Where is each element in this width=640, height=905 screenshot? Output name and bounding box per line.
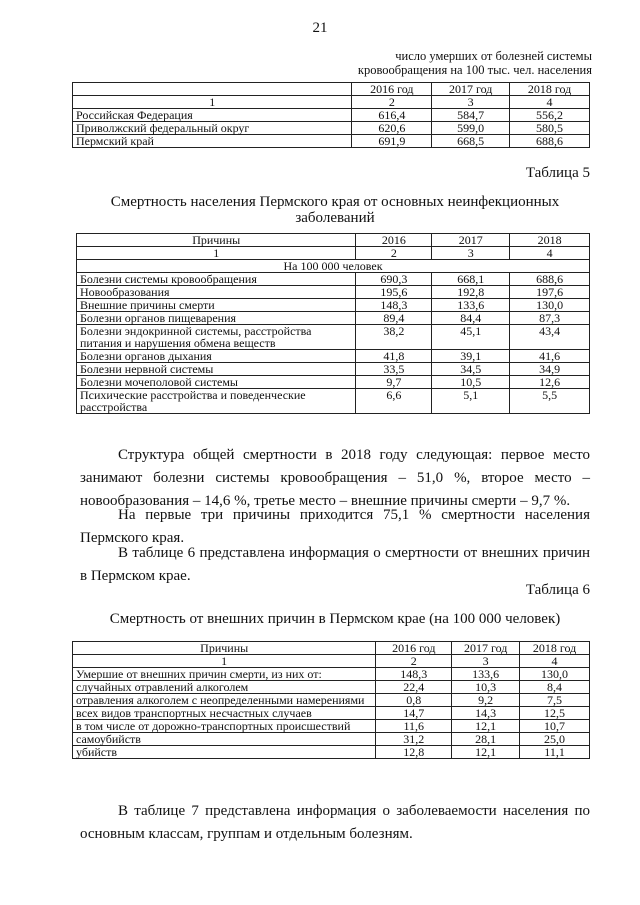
table6	[72, 641, 590, 759]
row-value: 690,3	[356, 273, 432, 286]
column-header: 2016 год	[352, 83, 432, 96]
row-value: 599,0	[432, 122, 510, 135]
table5-title-line2: заболеваний	[295, 210, 375, 226]
paragraph-table6-intro: В таблице 6 представлена информация о смертности от внешних причин в Пермском крае.	[80, 545, 590, 584]
table-row	[77, 350, 590, 363]
unit-subheader: На 100 000 человек	[77, 260, 590, 273]
row-value: 9,7	[356, 376, 432, 389]
row-value: 7,5	[520, 694, 590, 707]
table6-body	[73, 668, 590, 759]
table5-title	[80, 194, 590, 226]
row-label: Болезни нервной системы	[77, 363, 356, 376]
table5	[76, 233, 590, 414]
column-header: 2017 год	[432, 83, 510, 96]
row-value: 10,5	[432, 376, 510, 389]
row-label: в том числе от дорожно-транспортных происшествий	[73, 720, 376, 733]
row-label: Болезни эндокринной системы, расстройства питания и нарушения обмена веществ	[77, 325, 356, 350]
column-header: 2016 год	[376, 642, 452, 655]
column-index-row	[77, 247, 590, 260]
row-value: 148,3	[356, 299, 432, 312]
table-row	[77, 286, 590, 299]
table-row	[77, 312, 590, 325]
row-label: Приволжский федеральный округ	[73, 122, 352, 135]
row-value: 556,2	[510, 109, 590, 122]
table-row	[73, 720, 590, 733]
column-index: 3	[432, 247, 510, 260]
header-row	[73, 83, 590, 96]
table-row	[73, 707, 590, 720]
column-header: Причины	[77, 234, 356, 247]
column-index: 4	[510, 247, 590, 260]
row-value: 10,7	[520, 720, 590, 733]
row-value: 28,1	[452, 733, 520, 746]
row-value: 41,6	[510, 350, 590, 363]
column-index: 1	[73, 96, 352, 109]
row-label: случайных отравлений алкоголем	[73, 681, 376, 694]
row-value: 620,6	[352, 122, 432, 135]
table-row	[73, 694, 590, 707]
row-value: 14,7	[376, 707, 452, 720]
table-row	[77, 273, 590, 286]
column-header: 2017 год	[452, 642, 520, 655]
table-row	[73, 109, 590, 122]
row-value: 45,1	[432, 325, 510, 350]
paragraph-top-three: На первые три причины приходится 75,1 % смертности населения Пермского края.	[80, 507, 590, 546]
header-row	[73, 642, 590, 655]
row-value: 584,7	[432, 109, 510, 122]
row-label: самоубийств	[73, 733, 376, 746]
column-index: 2	[356, 247, 432, 260]
row-value: 12,1	[452, 746, 520, 759]
page-number: 21	[312, 20, 328, 36]
paragraph-structure: Структура общей смертности в 2018 году следующая: первое место занимают болезни системы кровообращения – 51,0 %, второе место – новообразования – 14,6 %, третье место – внешние причины смерти – 9,7 %.	[80, 447, 590, 509]
column-header: 2018	[510, 234, 590, 247]
table-row	[73, 681, 590, 694]
row-value: 616,4	[352, 109, 432, 122]
table5-body	[77, 260, 590, 414]
row-value: 130,0	[520, 668, 590, 681]
column-index: 2	[376, 655, 452, 668]
row-value: 668,1	[432, 273, 510, 286]
row-value: 12,6	[510, 376, 590, 389]
column-header: 2018 год	[510, 83, 590, 96]
table-row	[73, 733, 590, 746]
table-row	[77, 363, 590, 376]
row-label: Болезни органов пищеварения	[77, 312, 356, 325]
row-value: 25,0	[520, 733, 590, 746]
row-value: 691,9	[352, 135, 432, 148]
row-value: 89,4	[356, 312, 432, 325]
row-value: 9,2	[452, 694, 520, 707]
column-header: Причины	[73, 642, 376, 655]
row-value: 192,8	[432, 286, 510, 299]
column-index: 3	[432, 96, 510, 109]
table6-title: Смертность от внешних причин в Пермском крае (на 100 000 человек)	[109, 611, 561, 627]
column-index-row	[73, 655, 590, 668]
row-value: 43,4	[510, 325, 590, 350]
row-value: 6,6	[356, 389, 432, 414]
row-value: 14,3	[452, 707, 520, 720]
row-value: 133,6	[452, 668, 520, 681]
table1-body	[73, 109, 590, 148]
row-label: Новообразования	[77, 286, 356, 299]
row-value: 197,6	[510, 286, 590, 299]
row-value: 688,6	[510, 273, 590, 286]
row-label: отравления алкоголем с неопределенными намерениями	[73, 694, 376, 707]
row-label: Психические расстройства и поведенческие расстройства	[77, 389, 356, 414]
row-label: убийств	[73, 746, 376, 759]
table6-header	[73, 642, 590, 668]
row-value: 130,0	[510, 299, 590, 312]
row-value: 12,1	[452, 720, 520, 733]
column-header	[73, 83, 352, 96]
row-value: 22,4	[376, 681, 452, 694]
row-value: 11,1	[520, 746, 590, 759]
row-label: Внешние причины смерти	[77, 299, 356, 312]
row-value: 34,9	[510, 363, 590, 376]
row-value: 8,4	[520, 681, 590, 694]
table-row	[73, 135, 590, 148]
column-index: 2	[352, 96, 432, 109]
row-value: 41,8	[356, 350, 432, 363]
row-value: 0,8	[376, 694, 452, 707]
row-value: 39,1	[432, 350, 510, 363]
table-row	[73, 668, 590, 681]
column-index: 4	[510, 96, 590, 109]
row-value: 195,6	[356, 286, 432, 299]
table5-header	[77, 234, 590, 260]
row-value: 11,6	[376, 720, 452, 733]
table-row	[77, 299, 590, 312]
row-value: 87,3	[510, 312, 590, 325]
column-header: 2016	[356, 234, 432, 247]
row-value: 688,6	[510, 135, 590, 148]
row-label: Болезни мочеполовой системы	[77, 376, 356, 389]
row-label: всех видов транспортных несчастных случаев	[73, 707, 376, 720]
column-index: 1	[73, 655, 376, 668]
row-value: 84,4	[432, 312, 510, 325]
row-label: Пермский край	[73, 135, 352, 148]
row-value: 5,1	[432, 389, 510, 414]
table5-label: Таблица 5	[525, 165, 590, 181]
column-index-row	[73, 96, 590, 109]
column-index: 4	[520, 655, 590, 668]
row-value: 5,5	[510, 389, 590, 414]
table-row	[73, 122, 590, 135]
row-value: 33,5	[356, 363, 432, 376]
row-value: 12,8	[376, 746, 452, 759]
row-value: 668,5	[432, 135, 510, 148]
table1-caption-line1: число умерших от болезней системы	[395, 49, 592, 63]
row-label: Болезни органов дыхания	[77, 350, 356, 363]
row-label: Умершие от внешних причин смерти, из них от:	[73, 668, 376, 681]
table1-caption	[300, 49, 592, 77]
row-label: Российская Федерация	[73, 109, 352, 122]
table1	[72, 82, 590, 148]
row-value: 31,2	[376, 733, 452, 746]
column-header: 2018 год	[520, 642, 590, 655]
header-row	[77, 234, 590, 247]
table6-label: Таблица 6	[525, 582, 590, 598]
table-row	[77, 389, 590, 414]
paragraph-table7-intro: В таблице 7 представлена информация о заболеваемости населения по основным классам, группам и отдельным болезням.	[80, 803, 590, 842]
column-index: 3	[452, 655, 520, 668]
row-value: 133,6	[432, 299, 510, 312]
unit-row	[77, 260, 590, 273]
table1-caption-line2: кровообращения на 100 тыс. чел. населения	[357, 63, 592, 77]
column-index: 1	[77, 247, 356, 260]
table1-header	[73, 83, 590, 109]
table5-title-line1: Смертность населения Пермского края от основных неинфекционных	[110, 194, 560, 210]
table-row	[73, 746, 590, 759]
column-header: 2017	[432, 234, 510, 247]
table-row	[77, 376, 590, 389]
table-row	[77, 325, 590, 350]
row-value: 12,5	[520, 707, 590, 720]
row-value: 34,5	[432, 363, 510, 376]
row-value: 38,2	[356, 325, 432, 350]
row-value: 580,5	[510, 122, 590, 135]
row-value: 148,3	[376, 668, 452, 681]
row-value: 10,3	[452, 681, 520, 694]
row-label: Болезни системы кровообращения	[77, 273, 356, 286]
